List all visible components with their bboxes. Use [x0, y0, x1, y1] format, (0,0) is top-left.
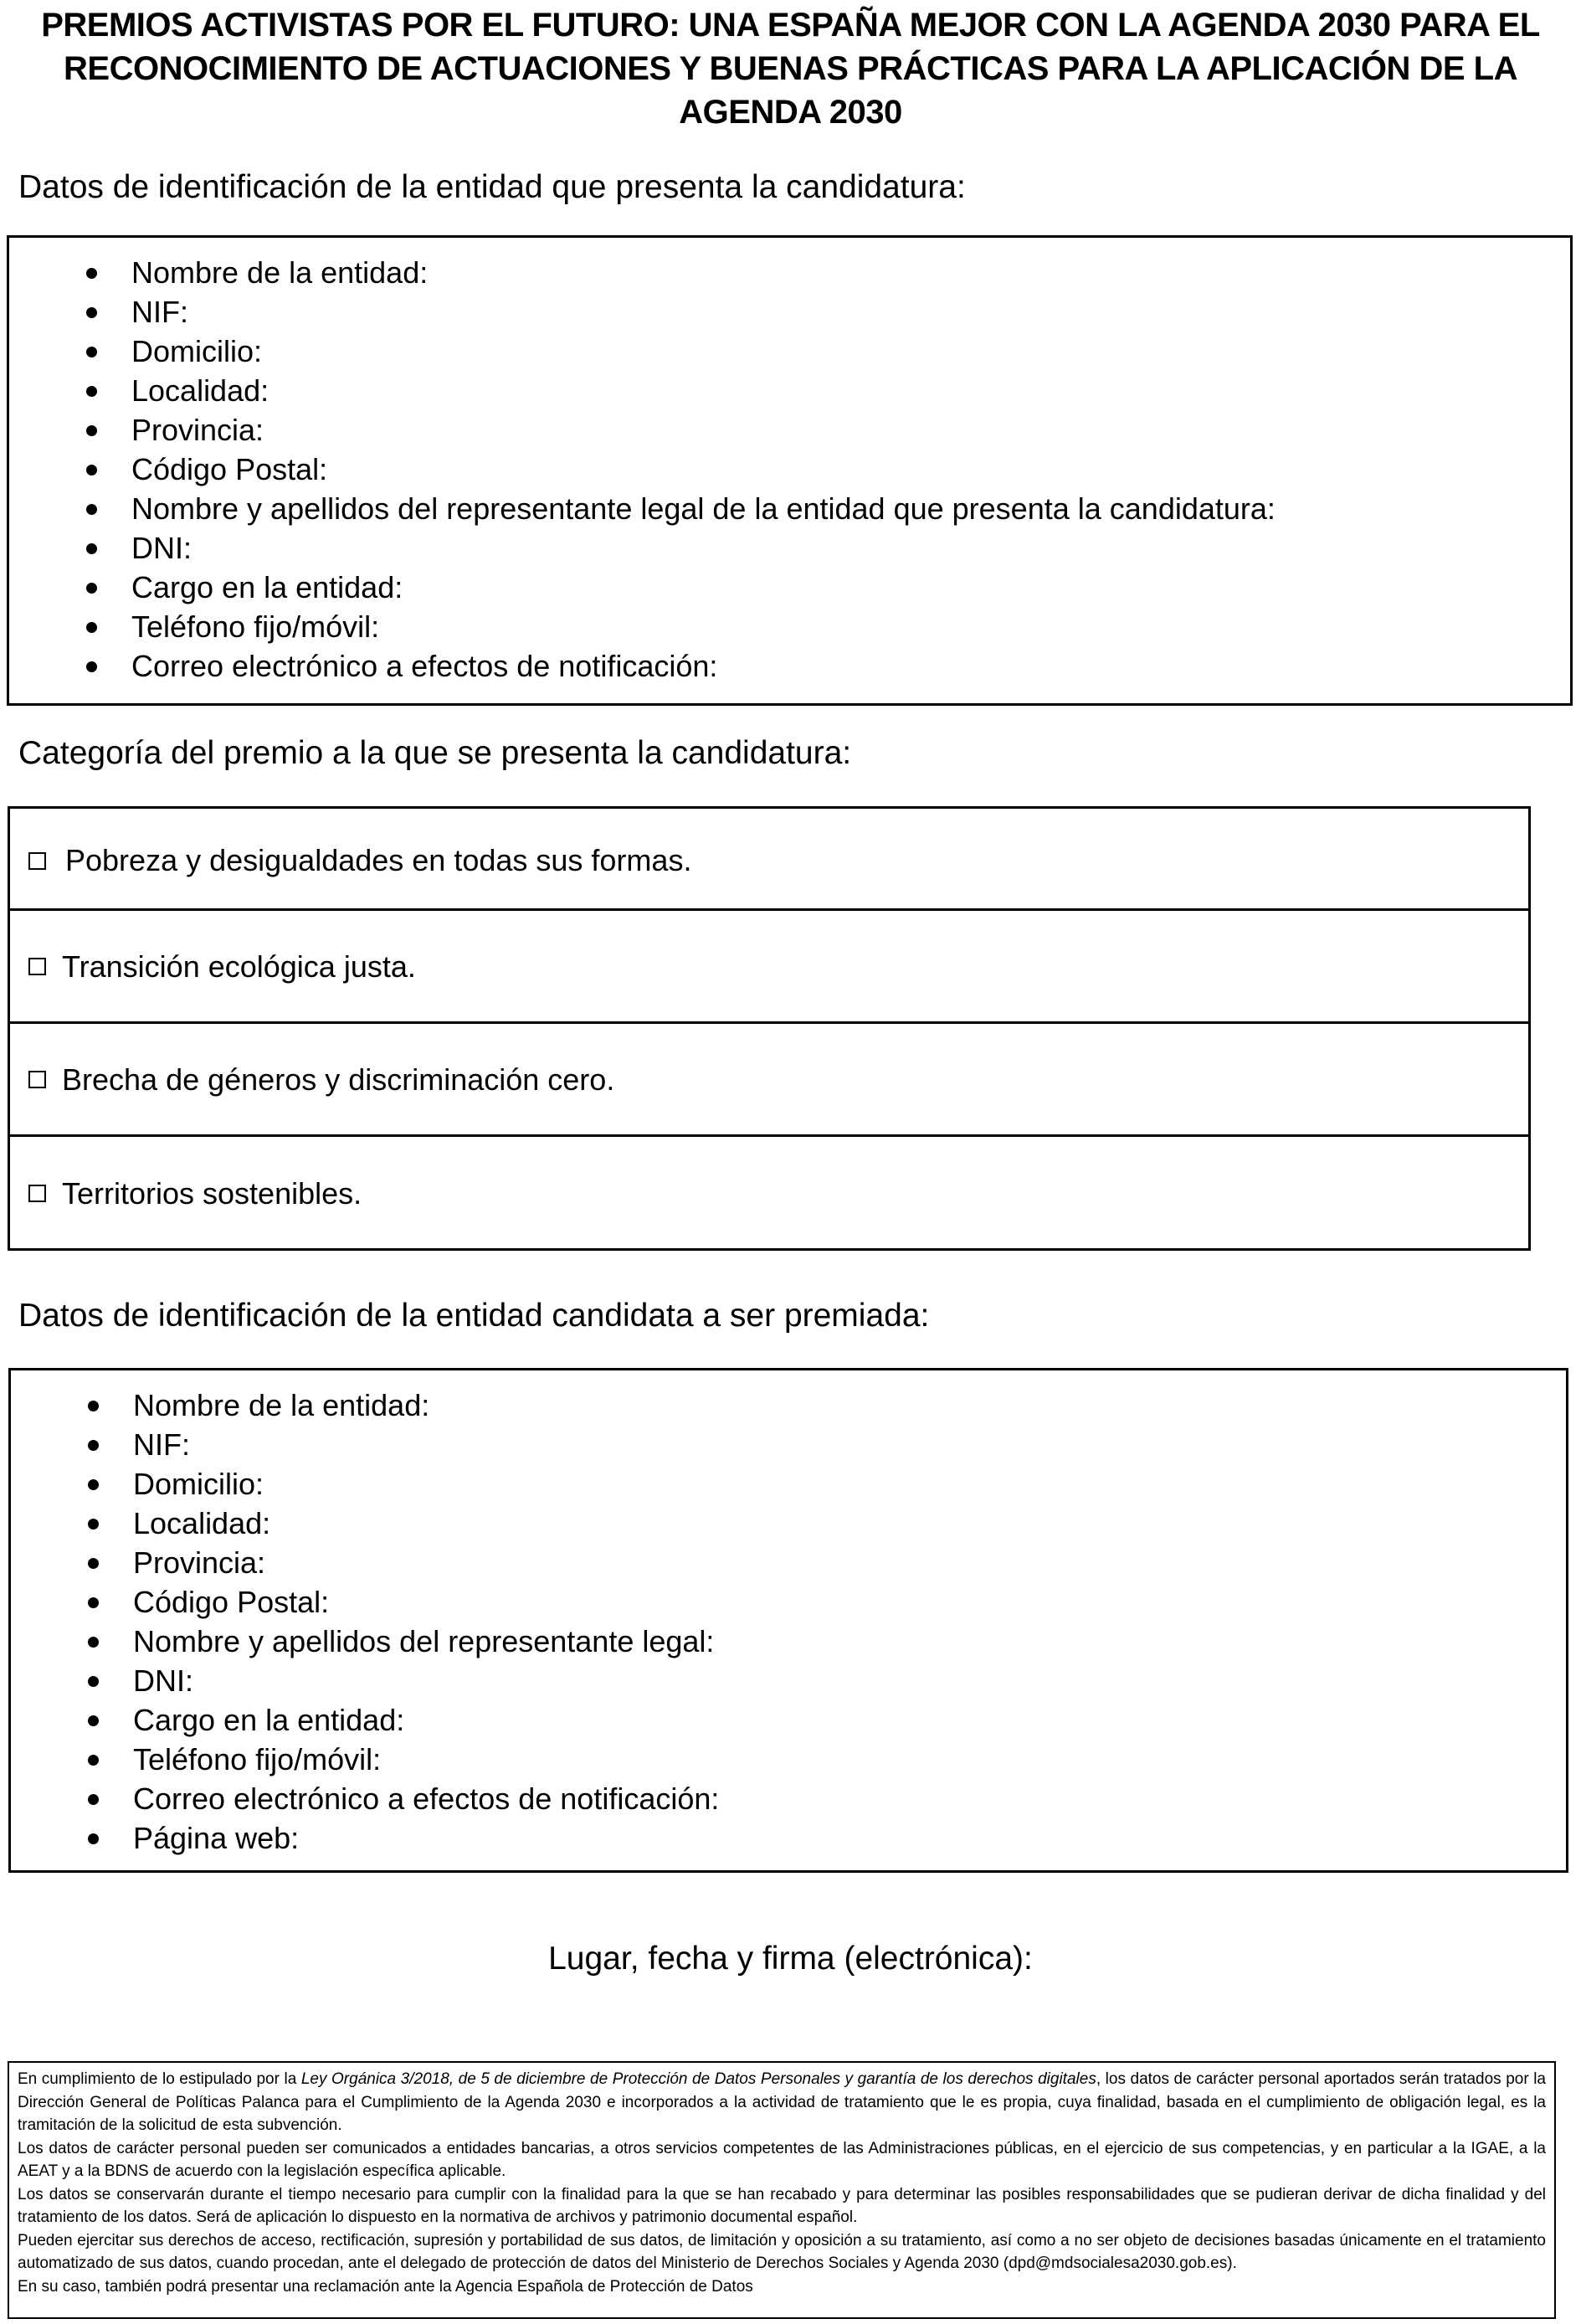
field-presenter-correo[interactable]: [86, 646, 1276, 686]
title-line-1: PREMIOS ACTIVISTAS POR EL FUTURO: UNA ESPAÑA MEJOR CON LA AGENDA 2030 PARA EL: [41, 7, 1540, 44]
legal-paragraph-5: En su caso, también podrá presentar una reclamación ante la Agencia Española de Protección de Datos: [18, 2277, 753, 2296]
legal-text: , los datos de carácter personal aportados serán tratados por la Dirección General de Políticas Palanca para el Cumplimiento de la Agenda 2030 e incorporados a la actividad de tratamiento que le es propia, cuya finalidad, basada en el cumplimiento de obligación legal, es la tramitación de la solicitud de esta subvención.: [18, 2070, 1547, 2134]
bullet-icon: [86, 661, 97, 672]
field-candidate-telefono[interactable]: [88, 1740, 719, 1779]
category-section-heading: Categoría del premio a la que se presenta la candidatura:: [18, 735, 852, 771]
candidate-fields-box: [8, 1368, 1568, 1873]
bullet-icon: [88, 1755, 99, 1766]
category-option-transicion[interactable]: [8, 908, 1531, 1024]
field-candidate-pagina-web[interactable]: [88, 1818, 719, 1858]
data-protection-notice: [8, 2061, 1556, 2319]
legal-text: En cumplimiento de lo estipulado por la: [18, 2070, 301, 2088]
candidate-section-heading: Datos de identificación de la entidad candidata a ser premiada:: [18, 1298, 930, 1334]
field-presenter-telefono[interactable]: [86, 607, 1276, 646]
category-option-pobreza[interactable]: [8, 806, 1531, 911]
field-presenter-dni[interactable]: [86, 528, 1276, 568]
field-label: Cargo en la entidad:: [131, 570, 403, 604]
field-label: Nombre y apellidos del representante legal de la entidad que presenta la candidatura:: [131, 491, 1276, 526]
law-reference: Ley Orgánica 3/2018, de 5 de diciembre de Protección de Datos Personales y garantía de los derechos digitales: [300, 2070, 1096, 2088]
field-label: Código Postal:: [131, 452, 328, 486]
candidate-fields-list: [88, 1386, 719, 1858]
field-label: Provincia:: [131, 413, 264, 447]
field-label: NIF:: [131, 295, 188, 329]
field-label: DNI:: [131, 531, 192, 565]
category-option-territorios[interactable]: [8, 1134, 1531, 1251]
field-label: Nombre de la entidad:: [131, 255, 429, 290]
bullet-icon: [86, 622, 97, 633]
field-label: Localidad:: [131, 373, 269, 408]
field-candidate-representante[interactable]: [88, 1622, 719, 1661]
field-candidate-nombre[interactable]: [88, 1386, 719, 1425]
field-label: DNI:: [133, 1663, 193, 1698]
bullet-icon: [88, 1558, 99, 1569]
title-line-3: AGENDA 2030: [679, 94, 902, 131]
presenter-section-heading: Datos de identificación de la entidad que presenta la candidatura:: [18, 169, 966, 205]
category-option-label: Transición ecológica justa.: [62, 949, 416, 984]
checkbox-icon[interactable]: [28, 852, 46, 870]
field-presenter-localidad[interactable]: [86, 371, 1276, 410]
field-label: NIF:: [133, 1427, 190, 1462]
field-candidate-nif[interactable]: [88, 1425, 719, 1464]
field-candidate-provincia[interactable]: [88, 1543, 719, 1582]
bullet-icon: [86, 425, 97, 436]
legal-paragraph-2: Los datos de carácter personal pueden ser comunicados a entidades bancarias, a otros servicios competentes de las Administraciones públicas, en el ejercicio de sus competencias, y en particular a la IGAE, a la AEAT y a la BDNS de acuerdo con la legislación específica aplicable.: [18, 2139, 1546, 2180]
field-label: Teléfono fijo/móvil:: [133, 1742, 382, 1776]
bullet-icon: [88, 1833, 99, 1844]
bullet-icon: [88, 1519, 99, 1530]
field-label: Nombre de la entidad:: [133, 1388, 430, 1422]
title-line-2: RECONOCIMIENTO DE ACTUACIONES Y BUENAS PRÁCTICAS PARA LA APLICACIÓN DE LA: [64, 50, 1517, 87]
field-label: Domicilio:: [131, 334, 263, 368]
field-presenter-nombre[interactable]: [86, 253, 1276, 292]
bullet-icon: [86, 347, 97, 357]
legal-paragraph-1: [18, 2068, 1546, 2137]
field-candidate-dni[interactable]: [88, 1661, 719, 1700]
category-option-label: Pobreza y desigualdades en todas sus formas.: [65, 843, 692, 877]
presenter-fields-box: [7, 235, 1573, 706]
field-label: Localidad:: [133, 1506, 271, 1540]
presenter-fields-list: [86, 253, 1276, 686]
legal-paragraph-3: Los datos se conservarán durante el tiempo necesario para cumplir con la finalidad para la que se han recabado y para determinar las posibles responsabilidades que se pudieran derivar de dicha finalidad y del tratamiento de los datos. Será de aplicación lo dispuesto en la normativa de archivos y patrimonio documental español.: [18, 2185, 1546, 2226]
field-presenter-representante[interactable]: [86, 489, 1276, 528]
category-option-label: Brecha de géneros y discriminación cero.: [62, 1062, 615, 1097]
bullet-icon: [88, 1479, 99, 1490]
category-option-label: Territorios sostenibles.: [62, 1176, 362, 1211]
checkbox-icon[interactable]: [28, 1185, 46, 1202]
bullet-icon: [86, 386, 97, 397]
field-candidate-codigo-postal[interactable]: [88, 1582, 719, 1622]
field-label: Página web:: [133, 1821, 300, 1855]
bullet-icon: [88, 1440, 99, 1451]
field-label: Correo electrónico a efectos de notificación:: [131, 649, 718, 683]
signature-line: Lugar, fecha y firma (electrónica):: [548, 1941, 1033, 1977]
bullet-icon: [88, 1637, 99, 1648]
field-presenter-provincia[interactable]: [86, 410, 1276, 450]
bullet-icon: [88, 1794, 99, 1805]
bullet-icon: [86, 583, 97, 594]
checkbox-icon[interactable]: [28, 1071, 46, 1088]
field-presenter-codigo-postal[interactable]: [86, 450, 1276, 489]
field-label: Correo electrónico a efectos de notificación:: [133, 1782, 720, 1816]
legal-paragraph-4: Pueden ejercitar sus derechos de acceso, rectificación, supresión y portabilidad de sus datos, de limitación y oposición a su tratamiento, así como a no ser objeto de decisiones basadas únicamente en el tratamiento automatizado de sus datos, cuando procedan, ante el delegado de protección de datos del Ministerio de Derechos Sociales y Agenda 2030 (dpd@mdsocialesa2030.gob.es).: [18, 2231, 1546, 2272]
bullet-icon: [86, 307, 97, 318]
field-presenter-cargo[interactable]: [86, 568, 1276, 607]
field-label: Nombre y apellidos del representante legal:: [133, 1624, 715, 1658]
bullet-icon: [86, 268, 97, 279]
bullet-icon: [86, 504, 97, 515]
field-presenter-domicilio[interactable]: [86, 332, 1276, 371]
bullet-icon: [88, 1597, 99, 1608]
field-candidate-localidad[interactable]: [88, 1504, 719, 1543]
category-option-brecha[interactable]: [8, 1021, 1531, 1137]
field-label: Cargo en la entidad:: [133, 1703, 405, 1737]
field-presenter-nif[interactable]: [86, 292, 1276, 332]
field-candidate-domicilio[interactable]: [88, 1464, 719, 1504]
bullet-icon: [88, 1401, 99, 1411]
bullet-icon: [86, 543, 97, 554]
bullet-icon: [88, 1715, 99, 1726]
document-title: [25, 3, 1556, 134]
field-label: Teléfono fijo/móvil:: [131, 609, 380, 644]
bullet-icon: [88, 1676, 99, 1687]
field-label: Código Postal:: [133, 1585, 330, 1619]
field-candidate-correo[interactable]: [88, 1779, 719, 1818]
field-candidate-cargo[interactable]: [88, 1700, 719, 1740]
bullet-icon: [86, 465, 97, 476]
field-label: Provincia:: [133, 1545, 266, 1580]
checkbox-icon[interactable]: [28, 958, 46, 975]
field-label: Domicilio:: [133, 1467, 264, 1501]
